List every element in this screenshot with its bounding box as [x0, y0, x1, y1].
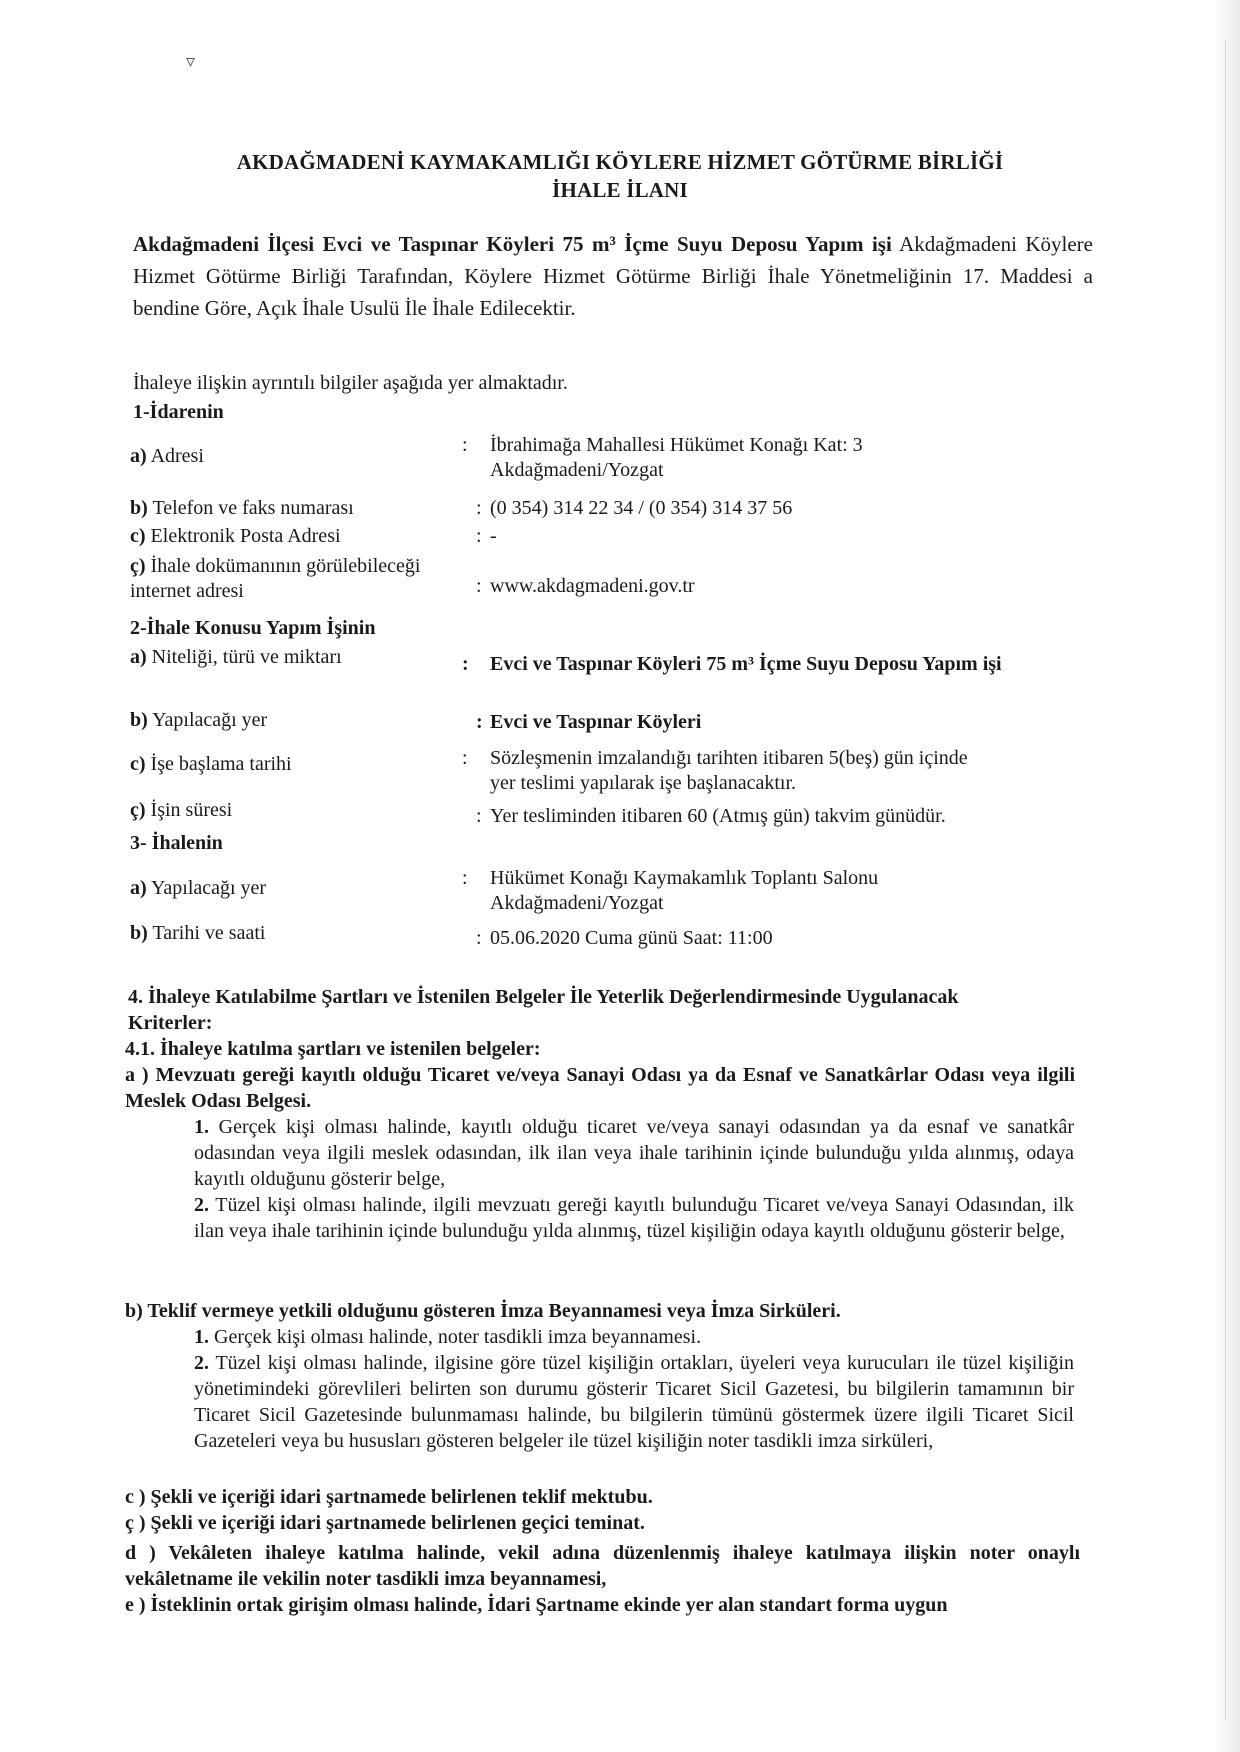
s3-value-datetime: : 05.06.2020 Cuma günü Saat: 11:00 — [476, 927, 773, 949]
intro-paragraph — [133, 228, 1093, 324]
item-b2: 2. Tüzel kişi olması halinde, ilgisine göre tüzel kişiliğin ortakları, üyeleri veya kurucuları ile tüzel kişiliğin yönetimindeki görevlileri belirten son durumu gösterir Ticaret Sicil Gazetesi, bu bilgilerin tamamının bir Ticaret Sicil Gazetesinde bulunmaması halinde, bu bilgilerin tümünü göstermek üzere ilgili Ticaret Sicil Gazeteleri veya bu hususları gösteren belgeler ile tüzel kişiliğin noter tasdikli imza sirküleri, — [194, 1352, 1075, 1452]
section1-heading: 1-İdarenin — [133, 401, 224, 423]
s1-label-email: c) Elektronik Posta Adresi — [130, 525, 341, 547]
s1-label-phone: b) Telefon ve faks numarası — [130, 497, 354, 519]
item-b1: 1. Gerçek kişi olması halinde, noter tasdikli imza beyannamesi. — [194, 1326, 702, 1348]
item-cc: ç ) Şekli ve içeriği idari şartnamede belirlenen geçici teminat. — [125, 1512, 645, 1534]
section4-1-heading: 4.1. İhaleye katılma şartları ve istenilen belgeler: — [125, 1038, 541, 1060]
s2-label-duration: ç) İşin süresi — [130, 799, 233, 821]
item-d: d ) Vekâleten ihaleye katılma halinde, vekil adına düzenlenmiş ihaleye katılmaya ilişkin noter onaylı vekâletname ile vekilin noter tasdikli imza beyannamesi, — [125, 1542, 1080, 1590]
s1-label-address: a) Adresi — [130, 445, 204, 467]
s2-label-location: b) Yapılacağı yer — [130, 709, 268, 731]
document-title: AKDAĞMADENİ KAYMAKAMLIĞI KÖYLERE HİZMET GÖTÜRME BİRLİĞİ — [236, 150, 1004, 174]
s3-value-venue: : Hükümet Konağı Kaymakamlık Toplantı Salonu Akdağmadeni/Yozgat — [462, 867, 879, 914]
item-e: e ) İsteklinin ortak girişim olması halinde, İdari Şartname ekinde yer alan standart forma uygun — [125, 1594, 948, 1616]
section3-heading: 3- İhalenin — [130, 832, 223, 854]
section2-heading: 2-İhale Konusu Yapım İşinin — [130, 617, 376, 639]
item-a1: 1. Gerçek kişi olması halinde, kayıtlı olduğu ticaret ve/veya sanayi odasından ya da esnaf ve sanatkâr odasından veya ilgili meslek odasından, ilk ilan veya ihale tarihinin içinde bulunduğu yılda alınmış, odaya kayıtlı olduğunu gösterir belge, — [194, 1116, 1074, 1190]
item-c: c ) Şekli ve içeriği idari şartnamede belirlenen teklif mektubu. — [125, 1486, 653, 1508]
item-a2: 2. Tüzel kişi olması halinde, ilgili mevzuatı gereği kayıtlı bulunduğu Ticaret ve/veya Sanayi Odasından, ilk ilan veya ihale tarihinin içinde bulunduğu yılda alınmış, tüzel kişiliğin odaya kayıtlı olduğunu gösterir belge, — [194, 1194, 1075, 1242]
s3-label-venue: a) Yapılacağı yer — [130, 877, 267, 899]
document-subtitle: İHALE İLANI — [552, 178, 688, 202]
s1-value-website: : www.akdagmadeni.gov.tr — [476, 575, 695, 597]
item-b-heading: b) Teklif vermeye yetkili olduğunu gösteren İmza Beyannamesi veya İmza Sirküleri. — [125, 1300, 841, 1322]
s2-value-location: : Evci ve Taspınar Köyleri — [476, 711, 702, 733]
intro-bold-text: Akdağmadeni İlçesi Evci ve Taspınar Köyleri 75 m³ İçme Suyu Deposu Yapım işi — [133, 232, 892, 256]
s1-label-website: ç) İhale dokümanının görülebileceği internet adresi — [130, 555, 421, 602]
s2-value-start-date: : Sözleşmenin imzalandığı tarihten itibaren 5(beş) gün içinde yer teslimi yapılarak işe başlanacaktır. — [462, 747, 968, 794]
intro-rest-text: Akdağmadeni Köylere Hizmet Götürme Birliği Tarafından, Köylere Hizmet Götürme Birliği İhale Yönetmeliğinin 17. Maddesi a bendine Göre, Açık İhale Usulü İle İhale Edilecektir. — [133, 232, 1093, 320]
s2-label-nature: a) Niteliği, türü ve miktarı — [130, 646, 342, 668]
section4-heading: 4. İhaleye Katılabilme Şartları ve İstenilen Belgeler İle Yeterlik Değerlendirmesinde Uygulanacak Kriterler: — [128, 986, 959, 1034]
s2-value-nature: : Evci ve Taspınar Köyleri 75 m³ İçme Suyu Deposu Yapım işi — [462, 653, 1002, 675]
scan-edge-line — [1225, 40, 1226, 1720]
s2-label-start-date: c) İşe başlama tarihi — [130, 753, 292, 775]
scan-edge-shadow — [1214, 0, 1240, 1752]
s2-value-duration: : Yer tesliminden itibaren 60 (Atmış gün) takvim günüdür. — [476, 805, 946, 827]
s1-value-phone: : (0 354) 314 22 34 / (0 354) 314 37 56 — [476, 497, 793, 519]
scan-mark-icon: ▿ — [186, 51, 196, 71]
item-a-heading: a ) Mevzuatı gereği kayıtlı olduğu Ticaret ve/veya Sanayi Odası ya da Esnaf ve Sanatkârlar Odası veya ilgili Meslek Odası Belgesi. — [125, 1064, 1075, 1112]
s3-label-datetime: b) Tarihi ve saati — [130, 922, 266, 944]
s1-value-address: : İbrahimağa Mahallesi Hükümet Konağı Kat: 3 Akdağmadeni/Yozgat — [462, 434, 863, 481]
details-intro: İhaleye ilişkin ayrıntılı bilgiler aşağıda yer almaktadır. — [133, 372, 568, 394]
s1-value-email: : - — [476, 525, 497, 547]
